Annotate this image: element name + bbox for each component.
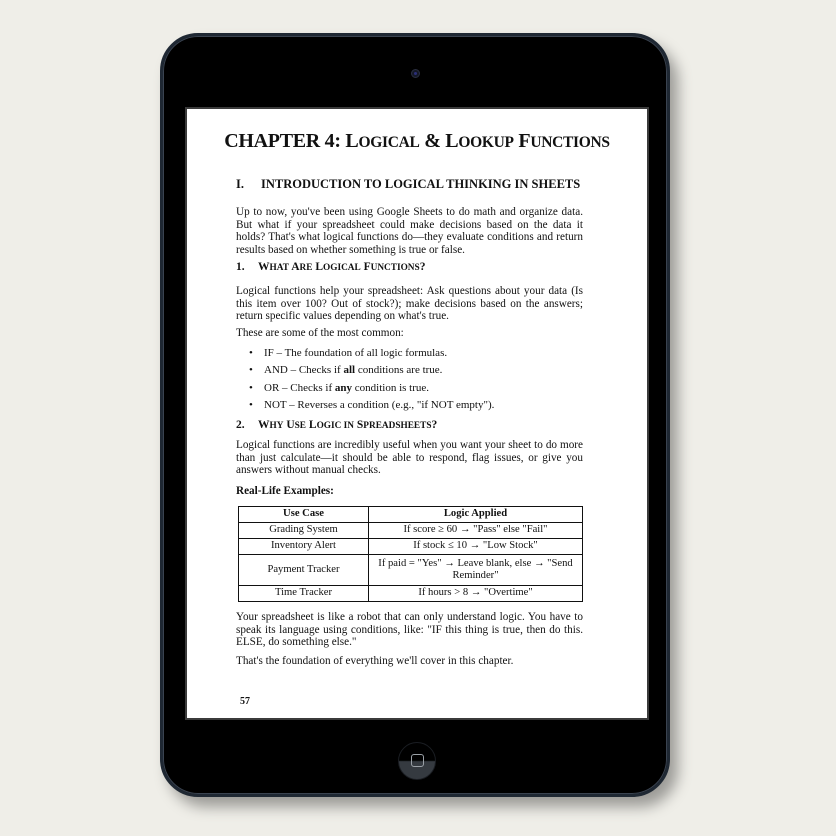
table-row xyxy=(239,586,583,602)
home-button[interactable] xyxy=(398,742,436,780)
examples-table xyxy=(238,506,583,602)
column-header: Logic Applied xyxy=(369,507,583,523)
table-row xyxy=(239,539,583,555)
table-cell: Time Tracker xyxy=(239,586,369,602)
table-cell: If hours > 8 → "Overtime" xyxy=(369,586,583,602)
list-item: • AND – Checks if all conditions are true. xyxy=(249,364,494,381)
book-page xyxy=(187,109,647,718)
table-cell: If paid = "Yes" → Leave blank, else → "Send Reminder" xyxy=(369,555,583,586)
closing-paragraph: That's the foundation of everything we'll cover in this chapter. xyxy=(236,655,514,667)
common-intro: These are some of the most common: xyxy=(236,327,404,339)
subsection-number: 2. xyxy=(236,419,245,431)
table-cell: If score ≥ 60 → "Pass" else "Fail" xyxy=(369,523,583,539)
logical-functions-paragraph: Logical functions help your spreadsheet: Ask questions about your data (Is this item over 100? Out of stock?); make decisions based on the answers; return specific values depending on what's true. xyxy=(236,285,583,322)
table-header-row xyxy=(239,507,583,523)
table-cell: Grading System xyxy=(239,523,369,539)
chapter-title-word: LOGICAL xyxy=(345,130,420,152)
subsection-heading-2: 2. WHY USE LOGIC IN SPREADSHEETS? xyxy=(236,419,438,431)
camera-icon xyxy=(411,69,420,78)
table-row xyxy=(239,555,583,586)
intro-paragraph: Up to now, you've been using Google Sheets to do math and organize data. But what if your spreadsheet could make decisions based on the data it holds? That's what logical functions do—they evaluate conditions and return results based on whether something is true or false. xyxy=(236,206,583,256)
table-cell: Inventory Alert xyxy=(239,539,369,555)
page-number: 57 xyxy=(240,696,250,707)
table-cell: Payment Tracker xyxy=(239,555,369,586)
list-item: • OR – Checks if any condition is true. xyxy=(249,382,494,399)
why-logic-paragraph: Logical functions are incredibly useful when you want your sheet to do more than just calculate—it should be able to respond, flag issues, or give you answers without manual checks. xyxy=(236,439,583,476)
section-title: INTRODUCTION TO LOGICAL THINKING IN SHEETS xyxy=(261,177,581,191)
table-row xyxy=(239,523,583,539)
chapter-title-word: FUNCTIONS xyxy=(513,130,610,152)
section-heading xyxy=(236,177,580,192)
chapter-title-prefix: CHAPTER 4: xyxy=(224,130,346,152)
section-number: I. xyxy=(236,177,244,191)
column-header: Use Case xyxy=(239,507,369,523)
tablet-device xyxy=(160,33,670,797)
function-list xyxy=(249,347,494,416)
robot-paragraph: Your spreadsheet is like a robot that can only understand logic. You have to speak its language using conditions, like: "IF this thing is true, then do this. ELSE, do something else." xyxy=(236,611,583,648)
chapter-title xyxy=(187,130,647,153)
tablet-screen[interactable] xyxy=(185,107,649,720)
list-item: • NOT – Reverses a condition (e.g., "if NOT empty"). xyxy=(249,399,494,416)
list-item: • IF – The foundation of all logic formulas. xyxy=(249,347,494,364)
examples-label: Real-Life Examples: xyxy=(236,485,334,497)
chapter-title-word: & LOOKUP xyxy=(419,130,514,152)
subsection-number: 1. xyxy=(236,261,245,273)
table-cell: If stock ≤ 10 → "Low Stock" xyxy=(369,539,583,555)
subsection-heading-1: 1. WHAT ARE LOGICAL FUNCTIONS? xyxy=(236,261,426,273)
home-square-icon xyxy=(411,754,424,767)
